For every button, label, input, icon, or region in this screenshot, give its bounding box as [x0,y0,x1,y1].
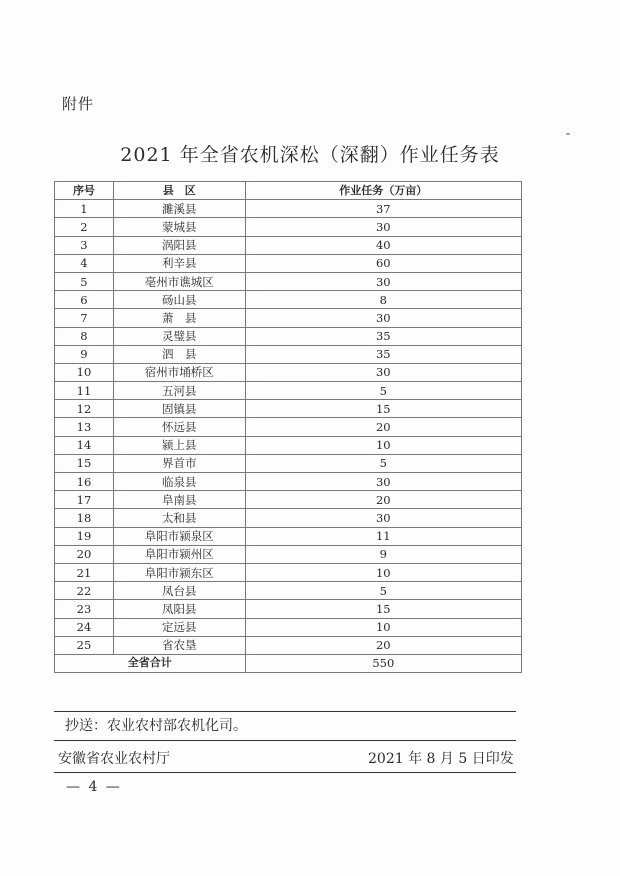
table-row [55,382,522,400]
row-task: 30 [245,363,521,381]
row-county: 临泉县 [113,473,245,491]
row-task: 11 [245,527,521,545]
row-index: 18 [55,509,114,527]
row-county: 怀远县 [113,418,245,436]
table-row [55,636,522,654]
row-index: 21 [55,563,114,581]
row-task: 60 [245,254,521,272]
row-index: 24 [55,618,114,636]
table-row [55,400,522,418]
row-index: 13 [55,418,114,436]
row-task: 5 [245,382,521,400]
row-task: 30 [245,473,521,491]
table-row [55,545,522,563]
table-row [55,327,522,345]
row-index: 23 [55,600,114,618]
row-index: 22 [55,582,114,600]
table-header-row [55,182,522,200]
row-task: 40 [245,236,521,254]
row-county: 泗 县 [113,345,245,363]
header-index: 序号 [55,182,114,200]
table-row [55,563,522,581]
table-row [55,473,522,491]
row-index: 25 [55,636,114,654]
row-task: 37 [245,200,521,218]
table-row [55,454,522,472]
row-county: 蒙城县 [113,218,245,236]
row-task: 5 [245,454,521,472]
row-task: 20 [245,491,521,509]
attachment-label: 附件 [62,95,95,113]
table-row [55,254,522,272]
row-index: 5 [55,272,114,290]
table-row [55,618,522,636]
row-county: 定远县 [113,618,245,636]
row-index: 11 [55,382,114,400]
row-county: 宿州市埇桥区 [113,363,245,381]
row-index: 7 [55,309,114,327]
row-county: 固镇县 [113,400,245,418]
row-task: 20 [245,636,521,654]
row-county: 阜阳市颍东区 [113,563,245,581]
row-task: 30 [245,272,521,290]
row-task: 15 [245,400,521,418]
row-county: 利辛县 [113,254,245,272]
table-row [55,200,522,218]
table-row [55,600,522,618]
issuer: 安徽省农业农村厅 [58,751,170,767]
table-row [55,363,522,381]
header-task: 作业任务（万亩） [245,182,521,200]
row-index: 17 [55,491,114,509]
task-table [54,181,522,673]
row-index: 2 [55,218,114,236]
table-row [55,436,522,454]
row-index: 8 [55,327,114,345]
row-county: 省农垦 [113,636,245,654]
total-row [55,654,522,672]
row-task: 30 [245,309,521,327]
row-county: 颍上县 [113,436,245,454]
table-row [55,236,522,254]
document-title: 2021 年全省农机深松（深翻）作业任务表 [120,144,500,166]
row-index: 19 [55,527,114,545]
row-task: 35 [245,327,521,345]
table-row [55,509,522,527]
row-task: 35 [245,345,521,363]
row-county: 灵璧县 [113,327,245,345]
row-county: 萧 县 [113,309,245,327]
footer-rule-bottom [54,772,516,773]
footer-rule-middle [54,740,516,741]
table-row [55,418,522,436]
table-row [55,272,522,290]
scan-mark [566,133,570,135]
header-county: 县 区 [113,182,245,200]
row-county: 涡阳县 [113,236,245,254]
row-index: 14 [55,436,114,454]
row-index: 16 [55,473,114,491]
row-task: 10 [245,563,521,581]
row-task: 15 [245,600,521,618]
row-county: 濉溪县 [113,200,245,218]
row-index: 3 [55,236,114,254]
row-task: 9 [245,545,521,563]
row-county: 阜阳市颍州区 [113,545,245,563]
row-index: 10 [55,363,114,381]
row-task: 10 [245,618,521,636]
row-county: 凤台县 [113,582,245,600]
table-row [55,218,522,236]
cc-line: 抄送：农业农村部农机化司。 [65,718,247,734]
row-task: 10 [245,436,521,454]
issue-date: 2021 年 8 月 5 日印发 [368,751,514,767]
row-task: 8 [245,291,521,309]
table-row [55,345,522,363]
table-row [55,309,522,327]
row-index: 20 [55,545,114,563]
table-row [55,582,522,600]
table-row [55,491,522,509]
page-number: — 4 — [66,779,122,795]
row-county: 界首市 [113,454,245,472]
row-index: 12 [55,400,114,418]
row-index: 6 [55,291,114,309]
row-task: 5 [245,582,521,600]
footer-rule-top [54,711,516,712]
row-county: 太和县 [113,509,245,527]
row-county: 凤阳县 [113,600,245,618]
row-county: 砀山县 [113,291,245,309]
row-index: 9 [55,345,114,363]
row-task: 30 [245,218,521,236]
row-index: 15 [55,454,114,472]
row-county: 亳州市谯城区 [113,272,245,290]
row-index: 4 [55,254,114,272]
row-county: 五河县 [113,382,245,400]
table-row [55,291,522,309]
row-task: 30 [245,509,521,527]
row-task: 20 [245,418,521,436]
total-value: 550 [245,654,521,672]
table-row [55,527,522,545]
row-county: 阜阳市颍泉区 [113,527,245,545]
total-label: 全省合计 [55,654,246,672]
row-index: 1 [55,200,114,218]
row-county: 阜南县 [113,491,245,509]
